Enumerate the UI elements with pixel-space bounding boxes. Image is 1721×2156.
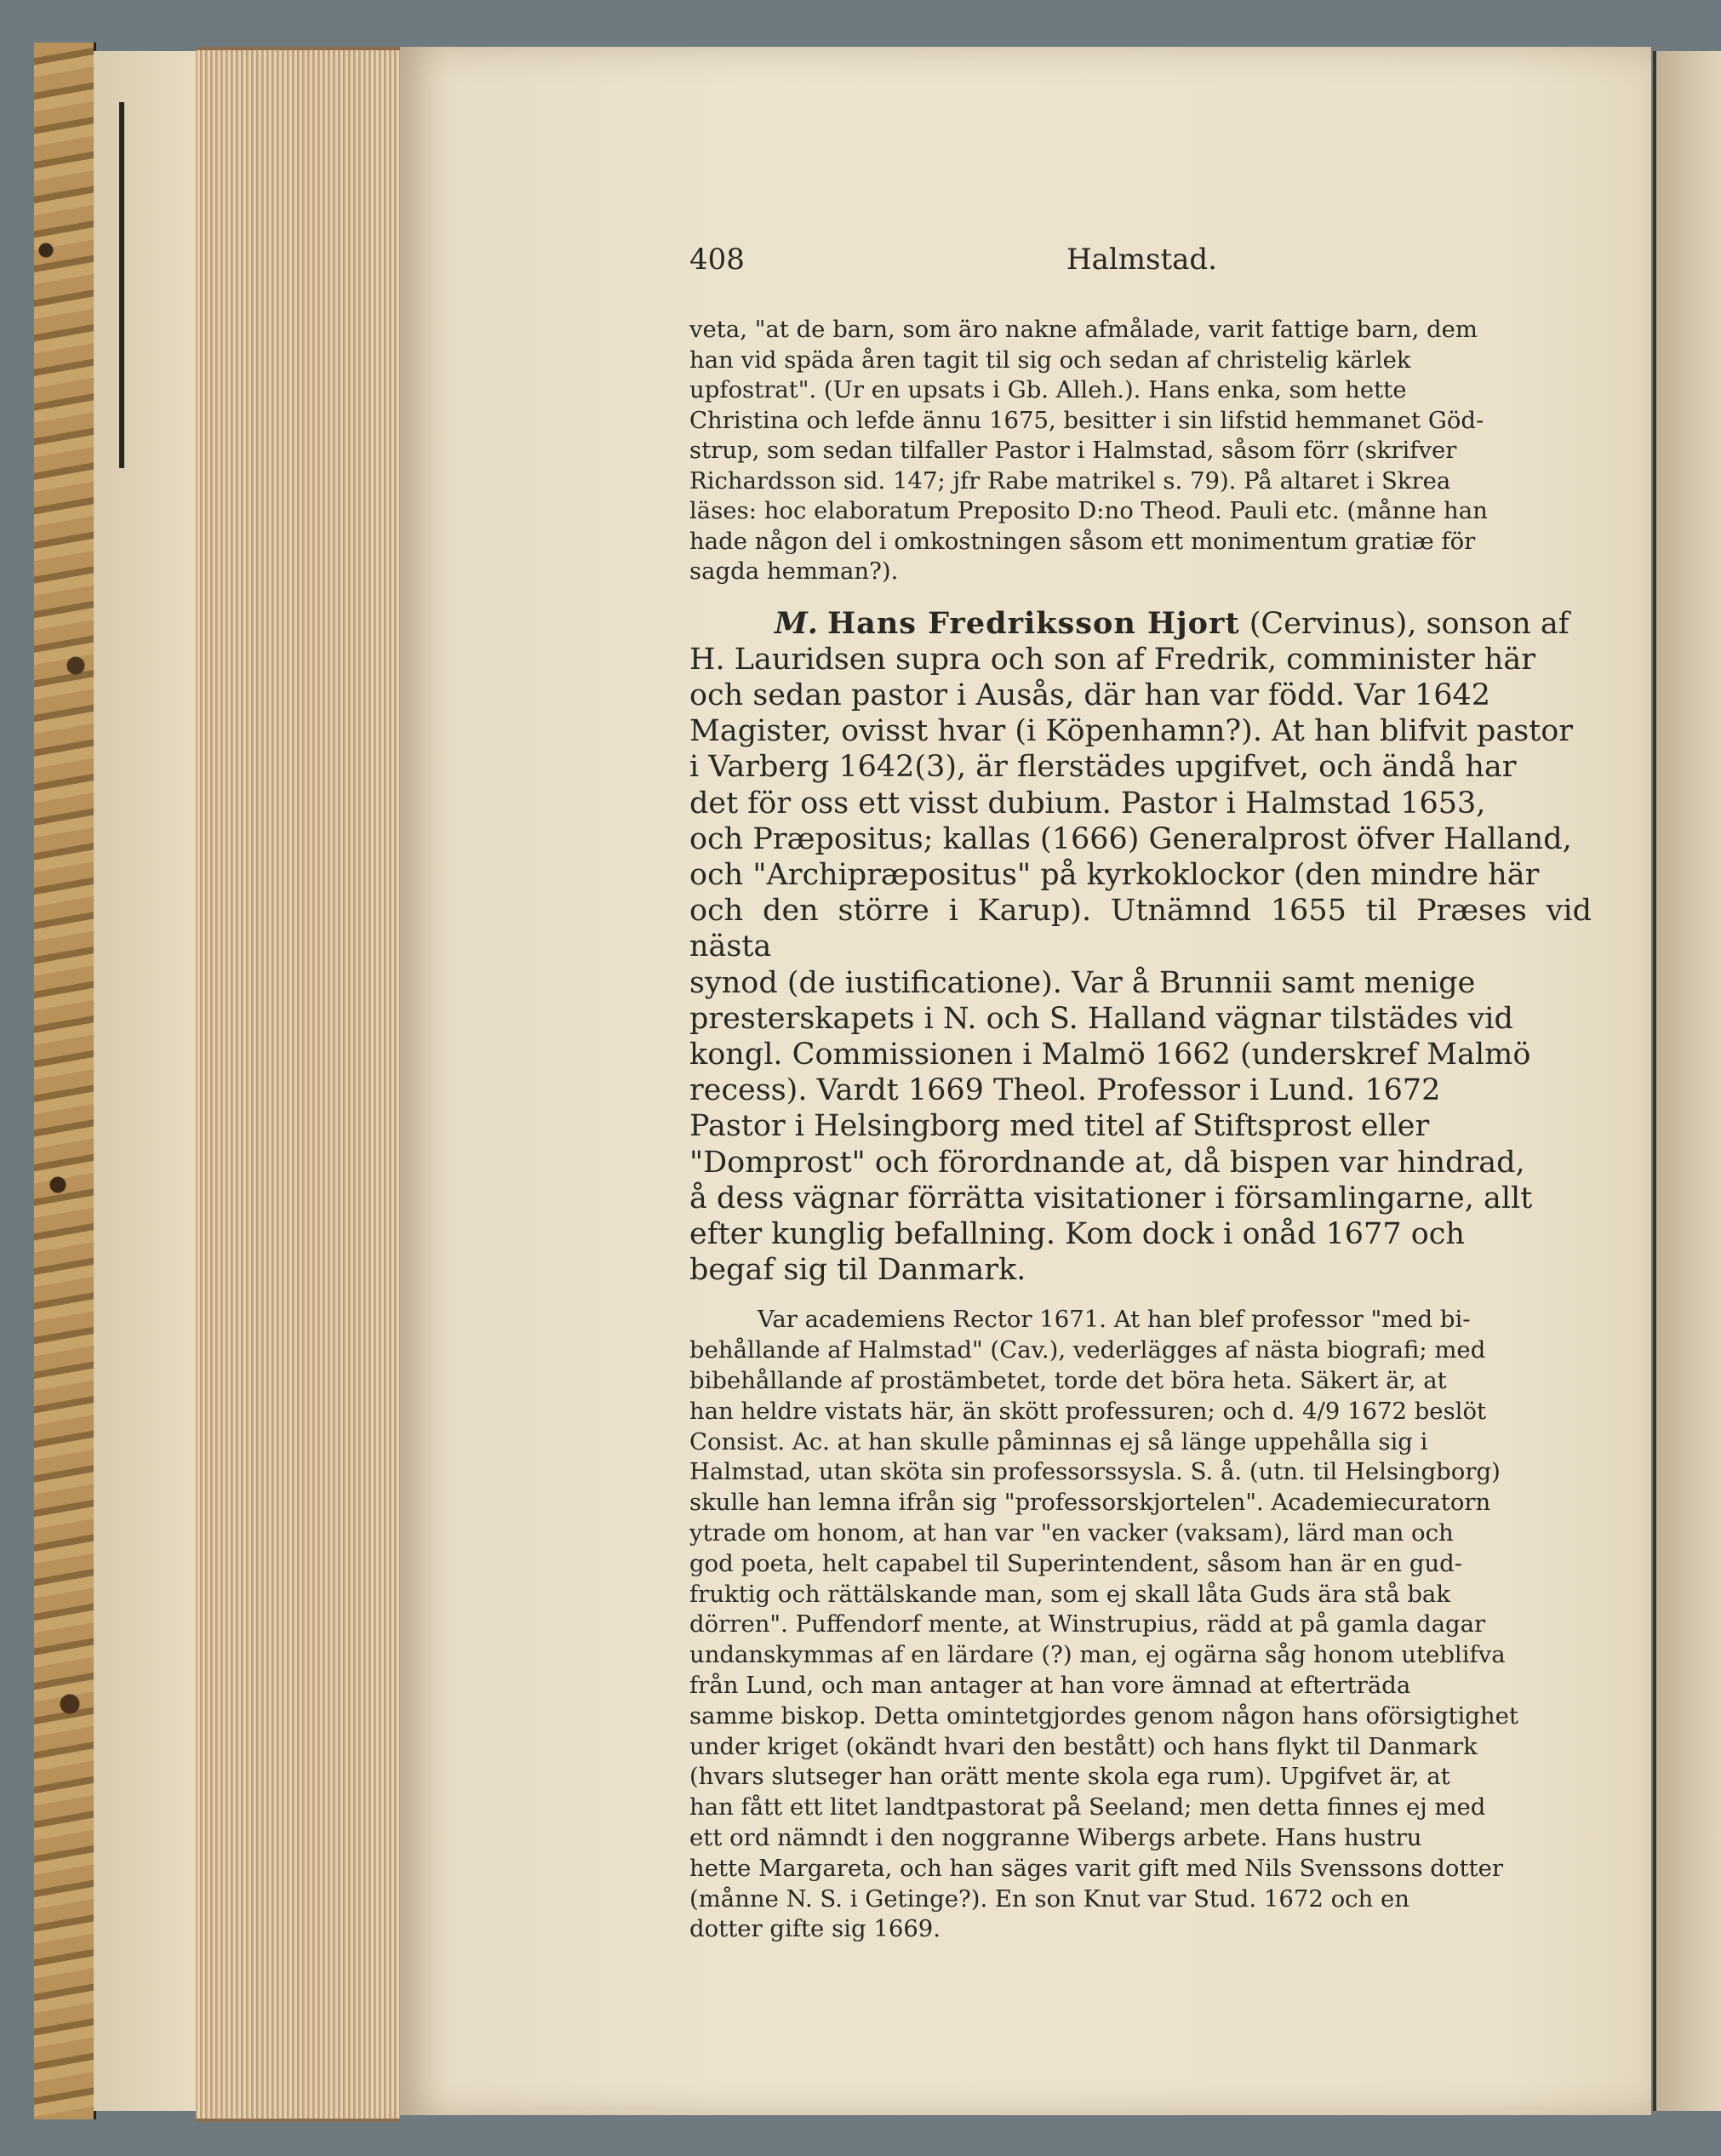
text-line: läses: hoc elaboratum Preposito D:no Theod. Pauli etc. (månne han <box>689 497 1488 524</box>
text-line: skulle han lemna ifrån sig "professorskjortelen". Academiecuratorn <box>689 1489 1491 1517</box>
text-line: veta, "at de barn, som äro nakne afmålade, varit fattige barn, dem <box>689 316 1478 343</box>
biography-heading-line <box>689 606 1592 642</box>
paragraph-1 <box>689 315 1592 587</box>
page-header <box>689 243 1217 277</box>
text-line: presterskapets i N. och S. Halland vägnar tilstädes vid <box>689 1001 1513 1036</box>
text-line: hette Margareta, och han säges varit gift med Nils Svenssons dotter <box>689 1854 1503 1882</box>
text-line: Pastor i Helsingborg med titel af Stiftsprost eller <box>689 1109 1430 1144</box>
book-page <box>400 47 1651 2115</box>
text-line: dotter gifte sig 1669. <box>689 1915 941 1943</box>
text-line: samme biskop. Detta omintetgjordes genom någon hans oförsigtighet <box>689 1701 1518 1730</box>
text-line: och den större i Karup). Utnämnd 1655 til Præses vid nästa <box>689 894 1592 964</box>
text-line: sagda hemman?). <box>689 558 899 585</box>
text-line: under kriget (okändt hvari den bestått) och hans flykt til Danmark <box>689 1732 1478 1760</box>
text-line: (hvars slutseger han orätt mente skola ega rum). Upgifvet är, at <box>689 1763 1450 1791</box>
text-line: H. Lauridsen supra och son af Fredrik, comminister här <box>689 642 1535 677</box>
text-line: och "Archipræpositus" på kyrkoklockor (den mindre här <box>689 857 1540 892</box>
text-line: bibehållande af prostämbetet, torde det böra heta. Säkert är, at <box>689 1366 1447 1394</box>
endpaper <box>94 51 206 2111</box>
text-line: upfostrat". (Ur en upsats i Gb. Alleh.). Hans enka, som hette <box>689 376 1407 403</box>
text-line: hade någon del i omkostningen såsom ett monimentum gratiæ för <box>689 527 1476 555</box>
text-line: i Varberg 1642(3), är flerstädes upgifvet, och ändå har <box>689 750 1517 785</box>
text-line: Christina och lefde ännu 1675, besitter i sin lifstid hemmanet Göd- <box>689 406 1484 434</box>
page-edges <box>196 47 400 2122</box>
paragraph-3 <box>689 1305 1592 1945</box>
text-line: Var academiens Rector 1671. At han blef professor "med bi- <box>758 1306 1471 1334</box>
text-line: (månne N. S. i Getinge?). En son Knut var Stud. 1672 och en <box>689 1884 1409 1913</box>
text-line: och Præpositus; kallas (1666) Generalprost öfver Halland, <box>689 821 1572 856</box>
text-line: dörren". Puffendorf mente, at Winstrupius, rädd at på gamla dagar <box>689 1610 1486 1638</box>
text-line: ytrade om honom, at han var "en vacker (vaksam), lärd man och <box>689 1518 1454 1547</box>
page-number: 408 <box>689 243 745 277</box>
text-line: Richardsson sid. 147; jfr Rabe matrikel s. 79). På altaret i Skrea <box>689 466 1451 495</box>
text-line: kongl. Commissionen i Malmö 1662 (underskref Malmö <box>689 1037 1531 1072</box>
text-line: efter kunglig befallning. Kom dock i onåd 1677 och <box>689 1216 1465 1251</box>
running-head: Halmstad. <box>1066 243 1217 277</box>
person-name: Hans Fredriksson Hjort <box>827 605 1240 641</box>
text-line: å dess vägnar förrätta visitationer i församlingarne, allt <box>689 1181 1533 1215</box>
text-line: Magister, ovisst hvar (i Köpenhamn?). At han blifvit pastor <box>689 714 1574 749</box>
text-line: (Cervinus), sonson af <box>1249 606 1569 641</box>
text-line: och sedan pastor i Ausås, där han var född. Var 1642 <box>689 678 1491 712</box>
page-content <box>689 243 1592 1945</box>
magister-abbrev: M. <box>775 605 818 641</box>
text-line: behållande af Halmstad" (Cav.), vederlägges af nästa biografi; med <box>689 1336 1486 1364</box>
text-line: recess). Vardt 1669 Theol. Professor i Lund. 1672 <box>689 1073 1441 1108</box>
text-line: "Domprost" och förordnande at, då bispen var hindrad, <box>689 1145 1525 1180</box>
text-line: från Lund, och man antager at han vore ämnad at efterträda <box>689 1671 1411 1699</box>
next-page-edge <box>1653 51 1721 2111</box>
endpaper-mark <box>119 102 124 468</box>
text-line: det för oss ett visst dubium. Pastor i Halmstad 1653, <box>689 786 1486 821</box>
text-line: Consist. Ac. at han skulle påminnas ej så länge uppehålla sig i <box>689 1427 1428 1455</box>
text-line: han vid späda åren tagit til sig och sedan af christelig kärlek <box>689 346 1411 374</box>
text-line: fruktig och rättälskande man, som ej skall låta Guds ära stå bak <box>689 1580 1450 1608</box>
book-cover <box>34 43 96 2119</box>
paragraph-2-biography <box>689 606 1592 1289</box>
text-line: han heldre vistats här, än skött professuren; och d. 4/9 1672 beslöt <box>689 1397 1487 1425</box>
text-line: synod (de iustificatione). Var å Brunnii samt menige <box>689 965 1476 1000</box>
text-line: begaf sig til Danmark. <box>689 1253 1026 1288</box>
text-line: undanskymmas af en lärdare (?) man, ej ogärna såg honom uteblifva <box>689 1641 1506 1669</box>
text-line: ett ord nämndt i den noggranne Wibergs arbete. Hans hustru <box>689 1823 1422 1851</box>
text-line: han fått ett litet landtpastorat på Seeland; men detta finnes ej med <box>689 1793 1486 1821</box>
text-line: god poeta, helt capabel til Superintendent, såsom han är en gud- <box>689 1549 1463 1577</box>
text-line: Halmstad, utan sköta sin professorssysla. S. å. (utn. til Helsingborg) <box>689 1458 1501 1486</box>
text-line: strup, som sedan tilfaller Pastor i Halmstad, såsom förr (skrifver <box>689 437 1457 464</box>
